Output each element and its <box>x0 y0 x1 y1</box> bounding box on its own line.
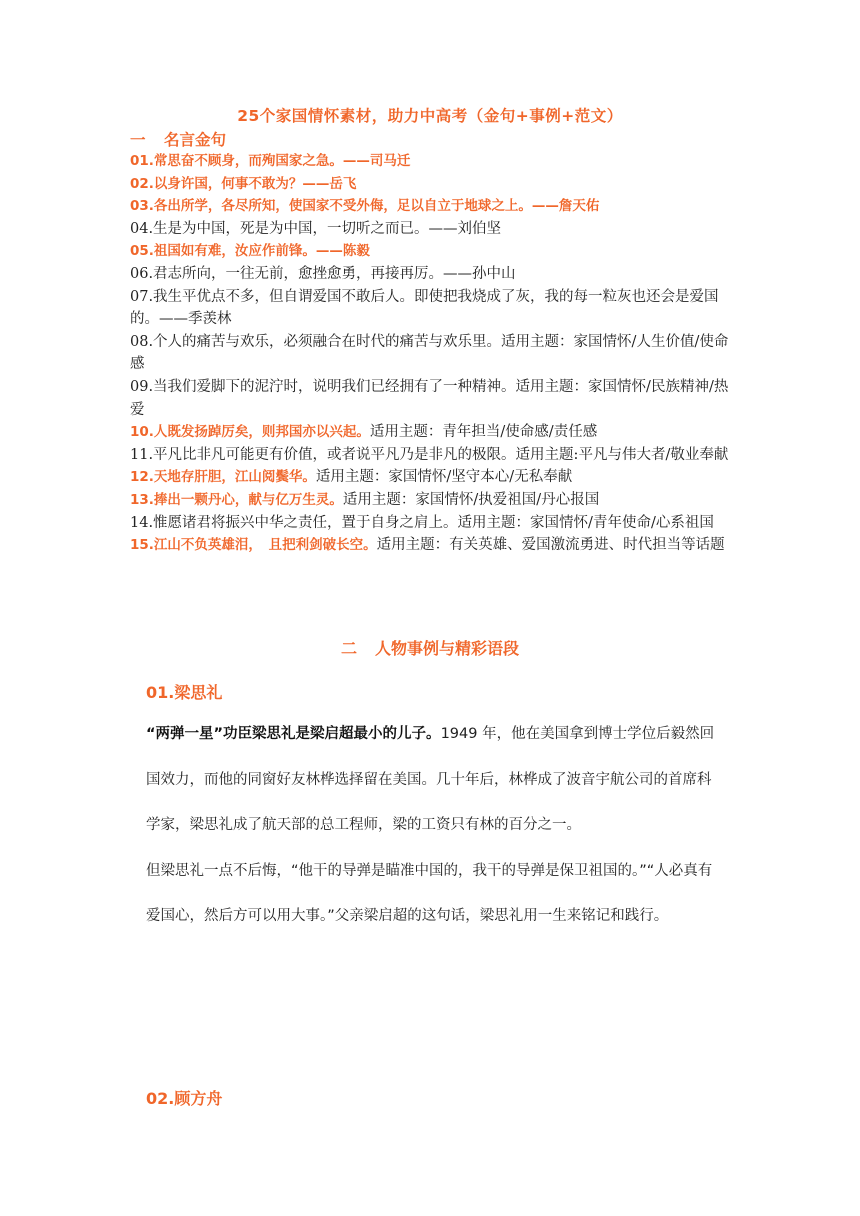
quote-text: 08.个人的痛苦与欢乐，必须融合在时代的痛苦与欢乐里。适用主题：家国情怀/人生价值/使命感 <box>130 333 729 373</box>
quote-item <box>130 195 730 218</box>
quote-text: 适用主题：有关英雄、爱国激流勇进、时代担当等话题 <box>376 537 725 554</box>
quote-item <box>130 444 730 467</box>
quote-item <box>130 150 730 173</box>
section-heading-quotes <box>130 128 226 150</box>
quote-item <box>130 218 730 241</box>
story-text: 1949 年，他在美国拿到博士学位后毅然回国效力，而他的同窗好友林桦选择留在美国。几十年后，林桦成了波音宇航公司的首席科学家，梁思礼成了航天部的总工程师，梁的工资只有林的百分之一。 <box>146 726 715 833</box>
quote-item <box>130 489 730 512</box>
quote-text: 14.惟愿诸君将振兴中华之责任，置于自身之肩上。适用主题：家国情怀/青年使命/心系祖国 <box>130 514 714 531</box>
quote-item <box>130 376 730 421</box>
quote-list <box>130 150 730 557</box>
section-heading-examples <box>0 636 860 659</box>
quote-item <box>130 421 730 444</box>
quote-text: 06.君志所向，一往无前，愈挫愈勇，再接再厉。——孙中山 <box>130 265 516 282</box>
section-label: 人物事例与精彩语段 <box>375 639 520 658</box>
quote-highlight: 15.江山不负英雄泪， 且把利剑破长空。 <box>130 537 377 554</box>
section-label: 名言金句 <box>164 131 227 149</box>
quote-item <box>130 173 730 196</box>
section-number: 二 <box>340 639 357 658</box>
story-paragraph <box>146 849 721 940</box>
quote-item <box>130 512 730 535</box>
quote-item <box>130 263 730 286</box>
person-heading-gu: 02.顾方舟 <box>146 1089 223 1108</box>
quote-item <box>130 286 730 331</box>
quote-item <box>130 240 730 263</box>
story-paragraph <box>146 712 721 849</box>
quote-highlight: 12.天地存肝胆，江山阅鬓华。 <box>130 469 316 486</box>
quote-highlight: 10.人既发扬踔厉矣，则邦国亦以兴起。 <box>130 424 370 441</box>
quote-text: 适用主题：家国情怀/执爱祖国/丹心报国 <box>342 491 600 508</box>
story-text: 但梁思礼一点不后悔，“他干的导弹是瞄准中国的，我干的导弹是保卫祖国的。”“人必真有爱国心，然后方可以用大事。”父亲梁启超的这句话，梁思礼用一生来铭记和践行。 <box>146 862 713 924</box>
quote-text: 适用主题：家国情怀/坚守本心/无私奉献 <box>315 469 573 486</box>
quote-text: 07.我生平优点不多，但自谓爱国不敢后人。即使把我烧成了灰，我的每一粒灰也还会是爱国的。——季羡林 <box>130 288 719 328</box>
person-heading-liang: 01.梁思礼 <box>146 683 223 702</box>
story-lead: “两弹一星”功臣梁思礼是梁启超最小的儿子。 <box>146 726 441 742</box>
quote-text: 04.生是为中国，死是为中国，一切听之而已。——刘伯坚 <box>130 220 502 237</box>
document-title: 25个家国情怀素材，助力中高考（金句+事例+范文） <box>237 107 623 125</box>
quote-text: 适用主题：青年担当/使命感/责任感 <box>369 424 598 441</box>
quote-text: 11.平凡比非凡可能更有价值，或者说平凡乃是非凡的极限。适用主题:平凡与伟大者/敬业奉献 <box>130 446 729 463</box>
quote-item <box>130 534 730 557</box>
quote-highlight: 01.常思奋不顾身，而殉国家之急。——司马迁 <box>130 153 411 169</box>
quote-highlight: 05.祖国如有难，汝应作前锋。——陈毅 <box>130 243 370 260</box>
quote-text: 09.当我们爱脚下的泥泞时，说明我们已经拥有了一种精神。适用主题：家国情怀/民族精神/热爱 <box>130 378 729 418</box>
quote-item <box>130 331 730 376</box>
quote-item <box>130 466 730 489</box>
quote-highlight: 02.以身许国，何事不敢为？——岳飞 <box>130 175 357 192</box>
quote-highlight: 03.各出所学，各尽所知，使国家不受外侮，足以自立于地球之上。——詹天佑 <box>130 198 600 215</box>
quote-highlight: 13.捧出一颗丹心，献与亿万生灵。 <box>130 491 343 508</box>
section-number: 一 <box>130 131 146 149</box>
person-story-liang <box>146 712 721 940</box>
